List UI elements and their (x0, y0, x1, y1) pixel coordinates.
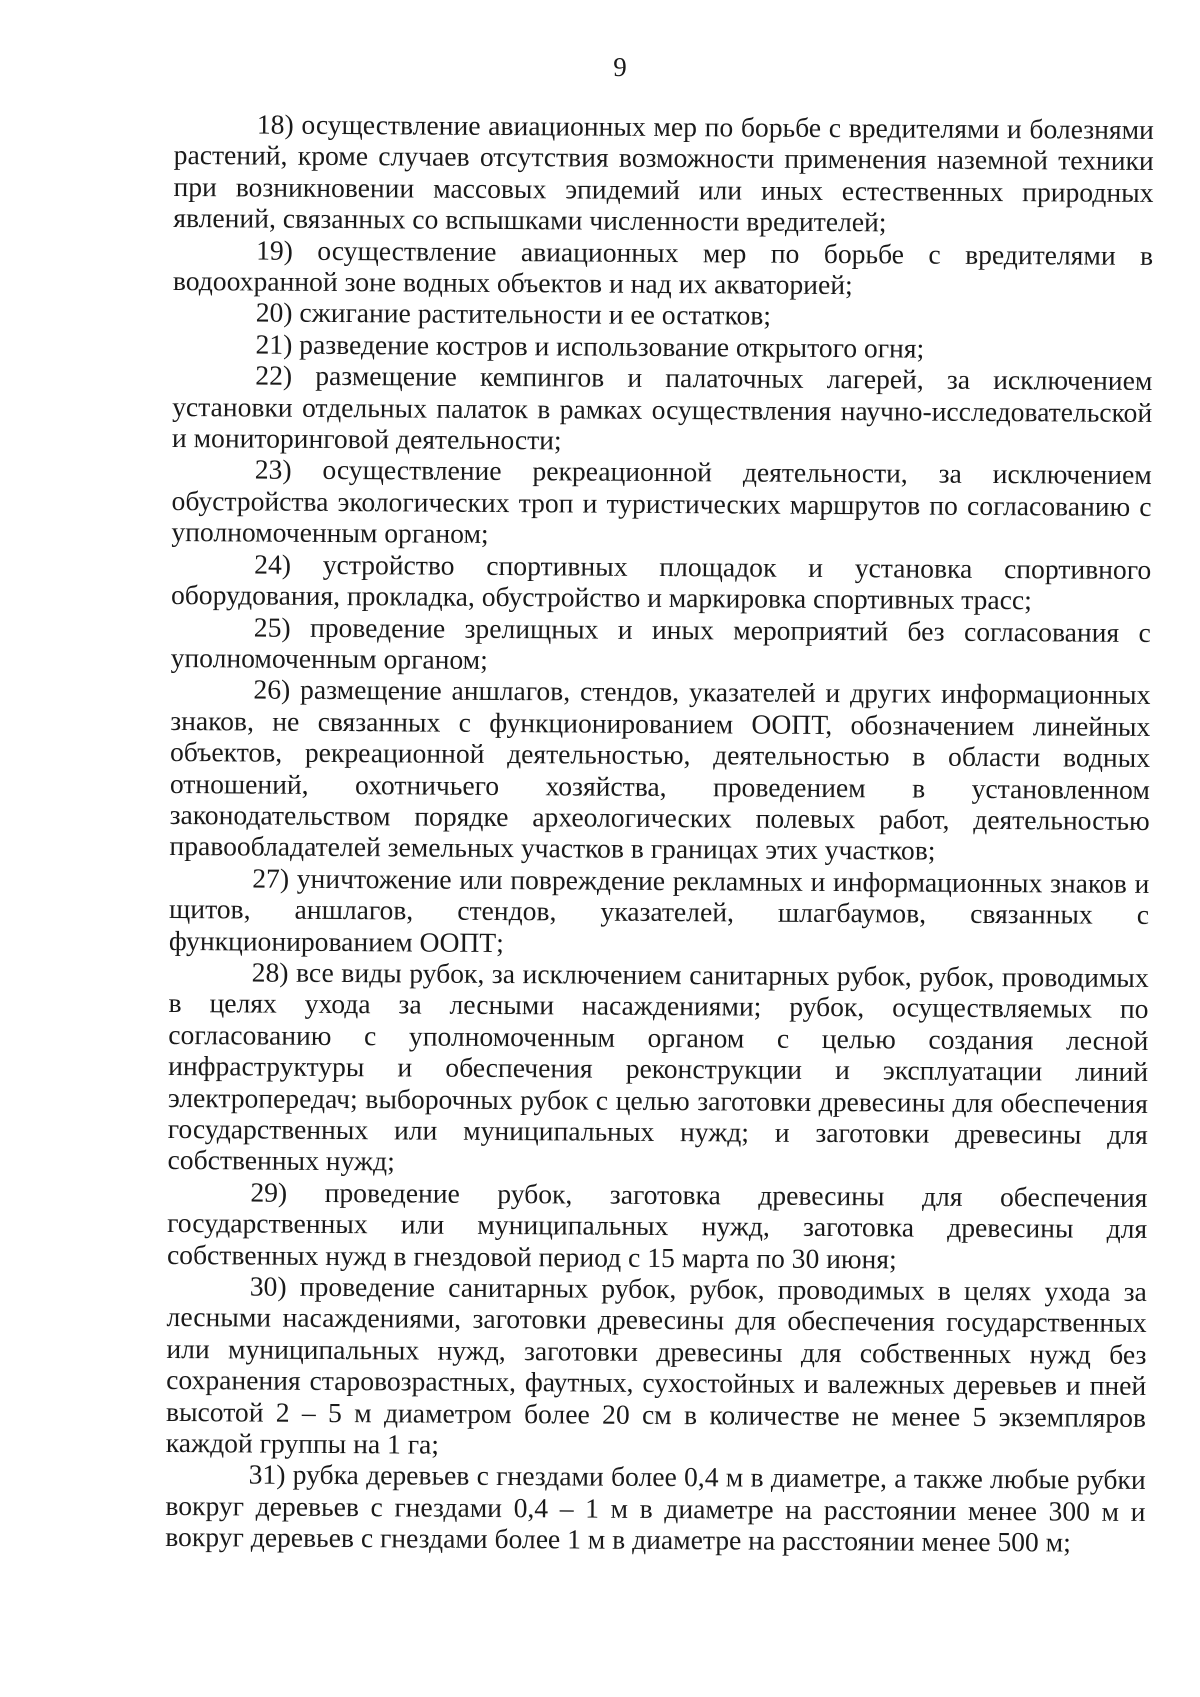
list-item: 28) все виды рубок, за исключением санитарных рубок, рубок, проводимых в целях ухода за лесными насаждениями; рубок, осуществляемых по согласованию с уполномоченным органом с целью создания лесной инфраструктуры и обеспечения реконструкции и эксплуатации линий электропередач; выборочных рубок с целью заготовки древесины для обеспечения государственных или муниципальных нужд; и заготовки древесины для собственных нужд; (167, 956, 1149, 1177)
document-body (165, 108, 1154, 1559)
list-item: 20) сжигание растительности и ее остатков; (255, 296, 772, 332)
list-item: 23) осуществление рекреационной деятельности, за исключением обустройства экологических троп и туристических маршрутов по согласованию с уполномоченным органом; (171, 453, 1152, 550)
list-item: 25) проведение зрелищных и иных мероприятий без согласования с уполномоченным органом; (170, 610, 1151, 675)
list-item: 24) устройство спортивных площадок и установка спортивного оборудования, прокладка, обустройство и маркировка спортивных трасс; (170, 548, 1152, 616)
list-item: 27) уничтожение или повреждение рекламных и информационных знаков и щитов, аншлагов, стендов, указателей, шлагбаумов, связанных с функционированием ООПТ; (168, 862, 1150, 958)
list-item: 19) осуществление авиационных мер по борьбе с вредителями в водоохранной зоне водных объектов и над их акваторией; (172, 234, 1154, 301)
list-item: 26) размещение аншлагов, стендов, указателей и других информационных знаков, не связанных с функционированием ООПТ, обозначением линейных объектов, рекреационной деятельностью, деятельностью в области водных отношений, охотничьего хозяйства, проведением в установленном законодательством порядке археологических полевых работ, деятельностью правообладателей земельных участков в границах этих участков; (169, 673, 1151, 867)
list-item: 29) проведение рубок, заготовка древесины для обеспечения государственных или муниципальных нужд, заготовка древесины для собственных нужд в гнездовой период с 15 марта по 30 июня; (166, 1176, 1148, 1275)
list-item: 21) разведение костров и использование открытого огня; (255, 328, 925, 364)
list-item: 18) осуществление авиационных мер по борьбе с вредителями и болезнями растений, кроме случаев отсутствия возможности применения наземной техники при возникновении массовых эпидемий или иных естественных природных явлений, связанных со вспышками численности вредителей; (173, 108, 1154, 238)
page-number: 9 (613, 52, 627, 82)
list-item: 30) проведение санитарных рубок, рубок, проводимых в целях ухода за лесными насаждениями, заготовки древесины для обеспечения государственных или муниципальных нужд, заготовки древесины для собственных нужд без сохранения старовозрастных, фаутных, сухостойных и валежных деревьев и пней высотой 2 – 5 м диаметром более 20 см в количестве не менее 5 экземпляров каждой группы на 1 га; (165, 1270, 1147, 1460)
list-item: 31) рубка деревьев с гнездами более 0,4 м в диаметре, а также любые рубки вокруг деревьев с гнездами 0,4 – 1 м в диаметре на расстоянии менее 300 м и вокруг деревьев с гнездами более 1 м в диаметре на расстоянии менее 500 м; (165, 1458, 1146, 1558)
list-item: 22) размещение кемпингов и палаточных лагерей, за исключением установки отдельных палаток в рамках осуществления научно-исследовательской и мониторинговой деятельности; (171, 359, 1153, 456)
